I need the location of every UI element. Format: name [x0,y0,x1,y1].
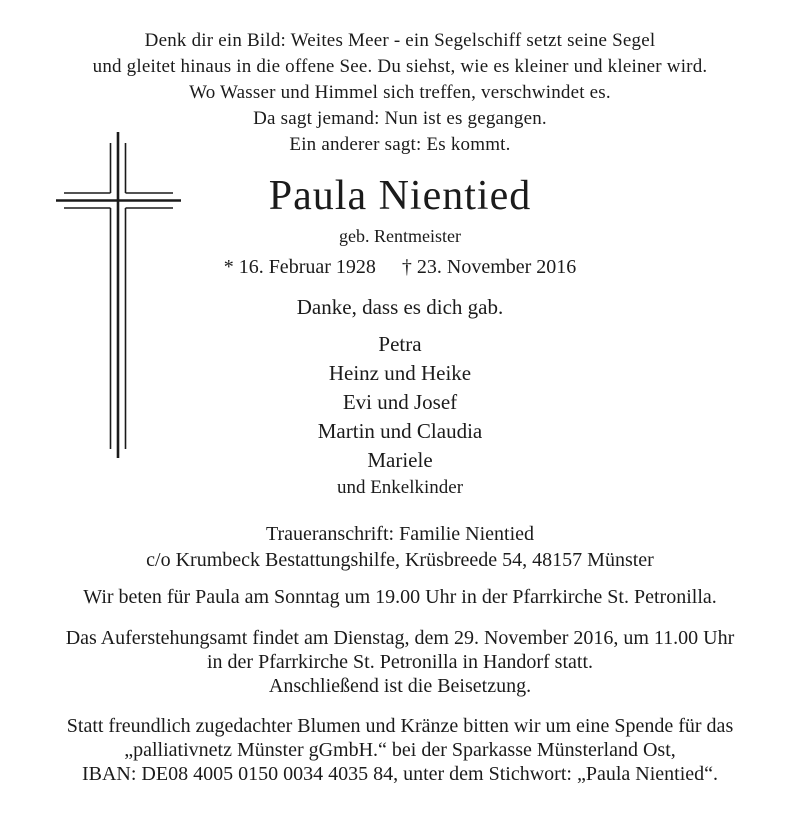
poem-line: Da sagt jemand: Nun ist es gegangen. [253,108,547,129]
maiden-name: geb. Rentmeister [339,226,461,246]
thanks-line: Danke, dass es dich gab. [296,295,504,319]
poem-line: und gleitet hinaus in die offene See. Du siehst, wie es kleiner und kleiner wird. [92,56,708,77]
address-line: Traueranschrift: Familie Nientied [265,523,535,545]
mourner-name: Martin und Claudia [317,419,483,443]
prayer-announcement: Wir beten für Paula am Sonntag um 19.00 Uhr in der Pfarrkirche St. Petronilla. [83,586,717,608]
deceased-name: Paula Nientied [268,173,532,219]
mourner-name: Heinz und Heike [328,361,472,385]
mourner-name: Mariele [367,448,433,472]
service-line: in der Pfarrkirche St. Petronilla in Handorf statt. [206,651,593,673]
donation-request [0,714,800,786]
donation-line: Statt freundlich zugedachter Blumen und Kränze bitten wir um eine Spende für das [66,715,734,737]
mourner-name: Evi und Josef [342,390,458,414]
mourners-suffix: und Enkelkinder [336,477,464,498]
service-line: Das Auferstehungsamt findet am Dienstag, dem 29. November 2016, um 11.00 Uhr [65,627,735,649]
donation-line: „palliativnetz Münster gGmbH.“ bei der Sparkasse Münsterland Ost, [124,739,676,761]
poem-line: Ein anderer sagt: Es kommt. [289,134,511,155]
address-line: c/o Krumbeck Bestattungshilfe, Krüsbreede 54, 48157 Münster [146,549,654,571]
service-line: Anschließend ist die Beisetzung. [268,675,532,697]
birth-date: * 16. Februar 1928 [223,256,376,278]
donation-line: IBAN: DE08 4005 0150 0034 4035 84, unter dem Stichwort: „Paula Nientied“. [81,763,718,785]
condolence-address [0,521,800,573]
service-details [0,626,800,698]
mourner-name: Petra [378,332,422,356]
christian-cross-icon [55,130,182,460]
poem-line: Wo Wasser und Himmel sich treffen, verschwindet es. [189,82,611,103]
death-date: † 23. November 2016 [401,256,577,278]
poem-line: Denk dir ein Bild: Weites Meer - ein Segelschiff setzt seine Segel [144,30,656,51]
